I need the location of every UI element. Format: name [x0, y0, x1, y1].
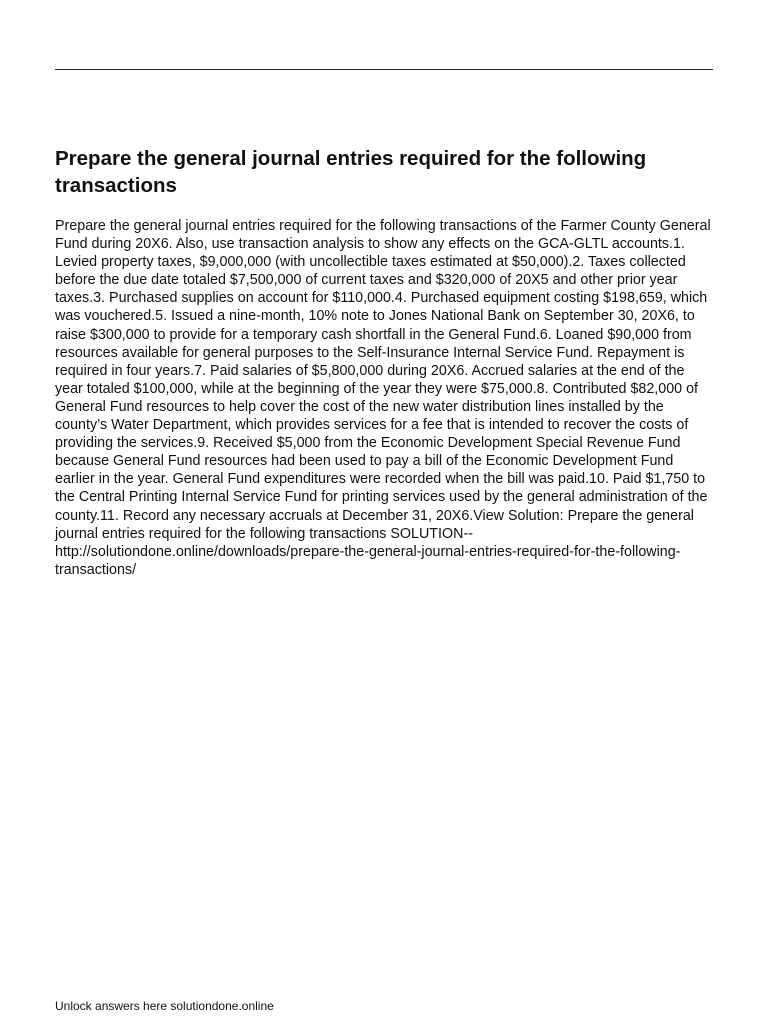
footer-text: Unlock answers here solutiondone.online	[55, 999, 274, 1013]
body-paragraph: Prepare the general journal entries required for the following transactions of the Farmer County General Fund during 20X6. Also, use transaction analysis to show any effects on the GCA-GLTL accounts.1. Levied property taxes, $9,000,000 (with uncollectible taxes estimated at $50,000).2. Taxes collected before the due date totaled $7,500,000 of current taxes and $320,000 of 20X5 and other prior year taxes.3. Purchased supplies on account for $110,000.4. Purchased equipment costing $198,659, which was vouchered.5. Issued a nine-month, 10% note to Jones National Bank on September 30, 20X6, to raise $300,000 to provide for a temporary cash shortfall in the General Fund.6. Loaned $90,000 from resources available for general purposes to the Self-Insurance Internal Service Fund. Repayment is required in four years.7. Paid salaries of $5,800,000 during 20X6. Accrued salaries at the end of the year totaled $100,000, while at the beginning of the year they were $75,000.8. Contributed $82,000 of General Fund resources to help cover the cost of the new water distribution lines installed by the county’s Water Department, which provides services for a fee that is intended to recover the costs of providing the services.9. Received $5,000 from the Economic Development Special Revenue Fund because General Fund resources had been used to pay a bill of the Economic Development Fund earlier in the year. General Fund expenditures were recorded when the bill was paid.10. Paid $1,750 to the Central Printing Internal Service Fund for printing services used by the general administration of the county.11. Record any necessary accruals at December 31, 20X6.View Solution: Prepare the general journal entries required for the following transactions SOLUTION-- http://solutiondone.online/downloads/prepare-the-general-journal-entries-required-for-the-following-transactions/	[55, 218, 711, 578]
page-title: Prepare the general journal entries required for the following transactions	[55, 147, 647, 197]
top-divider	[55, 69, 713, 70]
